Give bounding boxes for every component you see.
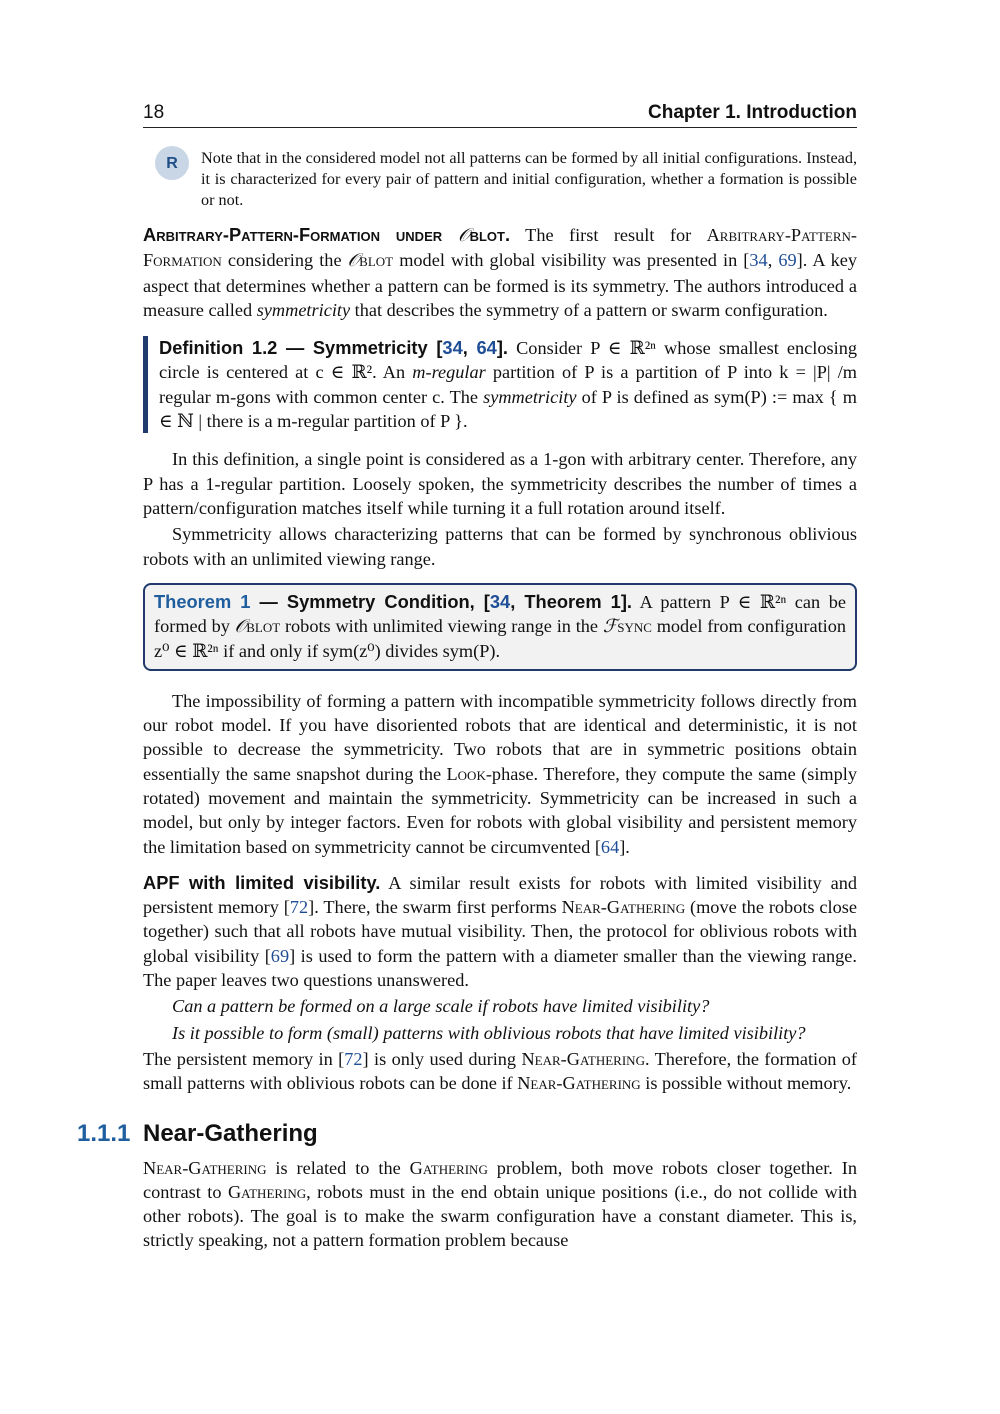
page-number: 18 xyxy=(143,102,165,123)
paragraph-apf: Arbitrary-Pattern-Formation under 𝒪blot. The first result for Arbitrary-Pattern-Formation considering the 𝒪blot model with global visibility was presented in [34, 69]. A key aspect that determines whether a pattern can be formed is its symmetry. The authors introduced a measure called symmetricity that describes the symmetry of a pattern or swarm configuration. xyxy=(143,224,858,320)
remark-text: Note that in the considered model not all patterns can be formed by all initial configurations. Instead, it is characterized for every pair of pattern and initial configuration, whether a formation is possible or not. xyxy=(201,149,857,209)
paragraph-persistent-memory: The persistent memory in [72] is only used during Near-Gathering. Therefore, the formation of small patterns with oblivious robots can be done if Near-Gathering is possible without memory. xyxy=(143,1048,858,1094)
citation-link[interactable]: 34 xyxy=(489,590,511,612)
section-number: 1.1.1 xyxy=(77,1119,131,1147)
theorem-title: Theorem 1 — Symmetry Condition, [34, Theorem 1]. xyxy=(154,590,633,612)
paragraph-definition-explanation: In this definition, a single point is considered as a 1-gon with arbitrary center. Therefore, any P has a 1-regular partition. Loosely spoken, the symmetricity describes the number of times a pattern/configuration matches itself while turning it a full rotation around itself. xyxy=(143,449,857,518)
theorem-text: Theorem 1 — Symmetry Condition, [34, Theorem 1]. A pattern P ∈ ℝ²ⁿ can be formed by 𝒪blot robots with unlimited viewing range in the ℱsync model from configuration z⁰ ∈ ℝ²ⁿ if and only if sym(z⁰) divides sym(P). xyxy=(154,590,847,662)
open-question: Is it possible to form (small) patterns with oblivious robots that have limited visibility? xyxy=(172,1022,806,1043)
citation-link[interactable]: 72 xyxy=(344,1048,363,1069)
remark-badge-icon: R xyxy=(155,146,189,180)
page xyxy=(77,98,858,1253)
section-heading xyxy=(77,1119,857,1154)
paragraph-near-gathering: Near-Gathering is related to the Gathering problem, both move robots closer together. In contrast to Gathering, robots must in the end obtain unique positions (i.e., do not collide with other robots). The goal is to make the swarm configuration have a constant diameter. This is, strictly speaking, not a pattern formation problem because xyxy=(143,1157,858,1251)
definition-box xyxy=(143,336,857,433)
citation-link[interactable]: 64 xyxy=(600,836,620,857)
citation-link[interactable]: 69 xyxy=(270,945,290,966)
chapter-title: Chapter 1. Introduction xyxy=(648,102,857,123)
citation-link[interactable]: 69 xyxy=(778,250,797,271)
citation-link[interactable]: 34 xyxy=(749,250,768,271)
paragraph-apf-limited: APF with limited visibility. A similar result exists for robots with limited visibility and persistent memory [72]. There, the swarm first performs Near-Gathering (move the robots close together) such that all robots have mutual visibility. Then, the protocol for oblivious robots with global visibility [69] is used to form the pattern with a diameter smaller than the viewing range. The paper leaves two questions unanswered. xyxy=(143,871,857,991)
running-header xyxy=(143,98,857,128)
apf-limited-heading: APF with limited visibility. xyxy=(143,871,381,893)
section-title: Near-Gathering xyxy=(143,1119,318,1147)
theorem-box xyxy=(143,583,857,671)
remark-box xyxy=(143,148,857,211)
paragraph-impossibility: The impossibility of forming a pattern with incompatible symmetricity follows directly from our robot model. If you have disoriented robots that are identical and deterministic, it is not possible to decrease the symmetricity. Two robots that are in symmetric positions obtain essentially the same snapshot during the Look-phase. Therefore, they compute the same (simply rotated) movement and maintain the symmetricity. Symmetricity can be increased in such a model, but only by integer factors. Even for robots with global visibility and persistent memory the limitation based on symmetricity cannot be circumvented [64]. xyxy=(143,690,857,857)
open-question: Can a pattern be formed on a large scale if robots have limited visibility? xyxy=(172,996,710,1017)
definition-title: Definition 1.2 — Symmetricity [34, 64]. xyxy=(159,337,508,359)
paragraph-symmetricity: Symmetricity allows characterizing patterns that can be formed by synchronous oblivious robots with an unlimited viewing range. xyxy=(143,524,857,569)
citation-link[interactable]: 72 xyxy=(289,897,309,918)
apf-heading: Arbitrary-Pattern-Formation under 𝒪blot. xyxy=(143,224,511,246)
citation-link[interactable]: 34 xyxy=(442,337,463,359)
definition-text: Definition 1.2 — Symmetricity [34, 64]. Consider P ∈ ℝ²ⁿ whose smallest enclosing circle is centered at c ∈ ℝ². An m-regular partition of P is a partition of P into k = |P| /m regular m-gons with common center c. The symmetricity of P is defined as sym(P) := max { m ∈ ℕ | there is a m-regular partition of P }. xyxy=(159,337,857,432)
citation-link[interactable]: 64 xyxy=(476,337,497,359)
